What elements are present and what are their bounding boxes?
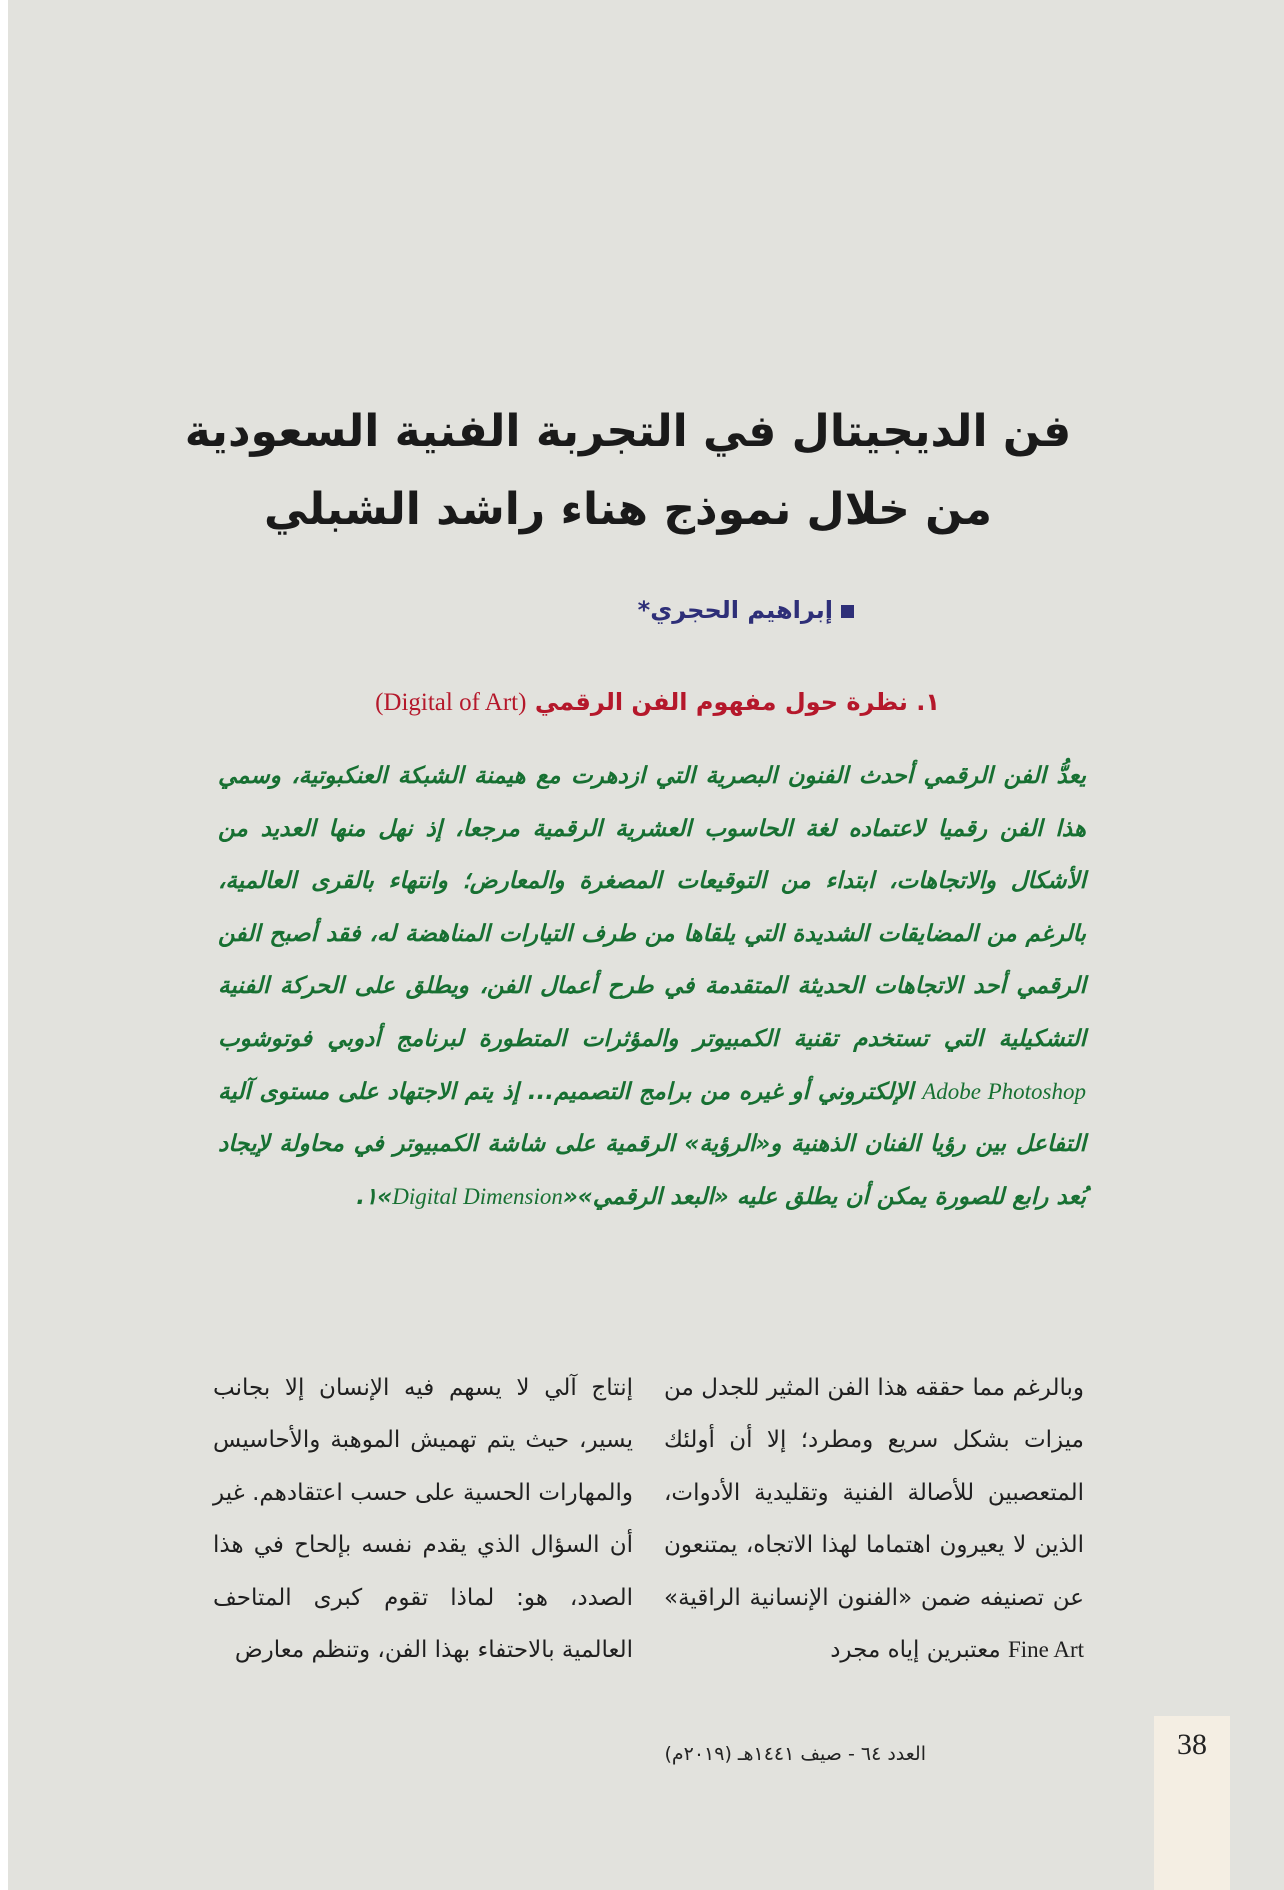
intro-text-part-3: »١.: [356, 1183, 393, 1210]
body-right-text-part-2: معتبرين إياه مجرد: [830, 1637, 1001, 1664]
body-column-left: إنتاج آلي لا يسهم فيه الإنسان إلا بجانب يسير، حيث يتم تهميش الموهبة والأحاسيس والمهارات الحسية على حسب اعتقادهم. غير أن السؤال الذي يقدم نفسه بإلحاح في هذا الصدد، هو: لماذا تقوم كبرى المتاحف العالمية بالاحتفاء بهذا الفن، وتنظم معارض: [213, 1375, 633, 1664]
page-number: 38: [1177, 1728, 1207, 1761]
intro-latin-term-1: Adobe Photoshop: [922, 1078, 1087, 1104]
body-right-latin-term: Fine Art: [1007, 1637, 1084, 1663]
body-right-text-part-1: وبالرغم مما حققه هذا الفن المثير للجدل من ميزات بشكل سريع ومطرد؛ إلا أن أولئك المتعصبين للأصالة الفنية وتقليدية الأدوات، الذين لا يعيرون اهتماما لهذا الاتجاه، يمتنعون عن تصنيفه ضمن «الفنون الإنسانية الراقية»: [664, 1375, 1084, 1611]
page-number-tab: [1154, 1716, 1230, 1890]
section-heading-arabic: ١. نظرة حول مفهوم الفن الرقمي: [534, 688, 940, 716]
author-byline: [638, 596, 854, 624]
section-heading-english: (Digital of Art): [375, 689, 527, 716]
intro-latin-term-2: Digital Dimension: [392, 1183, 563, 1209]
intro-text-part-1: يعدُّ الفن الرقمي أحدث الفنون البصرية التي ازدهرت مع هيمنة الشبكة العنكبوتية، وسمي هذا الفن رقميا لاعتماده لغة الحاسوب العشرية الرقمية مرجعا، إذ نهل منها العديد من الأشكال والاتجاهات، ابتداء من التوقيعات المصغرة والمعارض؛ وانتهاء بالقرى العالمية، بالرغم من المضايقات الشديدة التي يلقاها من طرف التيارات المناهضة له، فقد أصبح الفن الرقمي أحد الاتجاهات الحديثة المتقدمة في طرح أعمال الفن، ويطلق على الحركة الفنية التشكيلية التي تستخدم تقنية الكمبيوتر والمؤثرات المتطورة لبرنامج أدوبي فوتوشوب: [218, 763, 1086, 1052]
body-column-right: [664, 1362, 1084, 1676]
intro-paragraph: يعدُّ الفن الرقمي أحدث الفنون البصرية التي ازدهرت مع هيمنة الشبكة العنكبوتية، وسمي هذا الفن رقميا لاعتماده لغة الحاسوب العشرية الرقمية مرجعا، إذ نهل منها العديد من الأشكال والاتجاهات، ابتداء من التوقيعات المصغرة والمعارض؛ وانتهاء بالقرى العالمية، بالرغم من المضايقات الشديدة التي يلقاها من طرف التيارات المناهضة له، فقد أصبح الفن الرقمي أحد الاتجاهات الحديثة المتقدمة في طرح أعمال الفن، ويطلق على الحركة الفنية التشكيلية التي تستخدم تقنية الكمبيوتر والمؤثرات المتطورة لبرنامج أدوبي فوتوشوب Adobe Photoshop الإلكتروني أو غيره من برامج التصميم... إذ يتم الاجتهاد على مستوى آلية التفاعل بين رؤيا الفنان الذهنية و«الرؤية» الرقمية على شاشة الكمبيوتر في محاولة لإيجاد بُعد رابع للصورة يمكن أن يطلق عليه «البعد الرقمي»«Digital Dimension»١.: [218, 763, 1087, 1210]
square-bullet-icon: [841, 605, 854, 618]
author-name: إبراهيم الحجري*: [637, 596, 833, 624]
article-title-line-2: من خلال نموذج هناء راشد الشبلي: [263, 484, 993, 535]
page: [8, 0, 1284, 1890]
issue-footer: العدد ٦٤ - صيف ١٤٤١هـ (٢٠١٩م): [664, 1743, 926, 1765]
intro-text-part-2: الإلكتروني أو غيره من برامج التصميم... إذ يتم الاجتهاد على مستوى آلية التفاعل بين رؤيا الفنان الذهنية و«الرؤية» الرقمية على شاشة الكمبيوتر في محاولة لإيجاد بُعد رابع للصورة يمكن أن يطلق عليه «البعد الرقمي»: [218, 1078, 1086, 1210]
article-title-line-1: فن الديجيتال في التجربة الفنية السعودية: [184, 406, 1072, 457]
section-heading: [375, 688, 940, 717]
